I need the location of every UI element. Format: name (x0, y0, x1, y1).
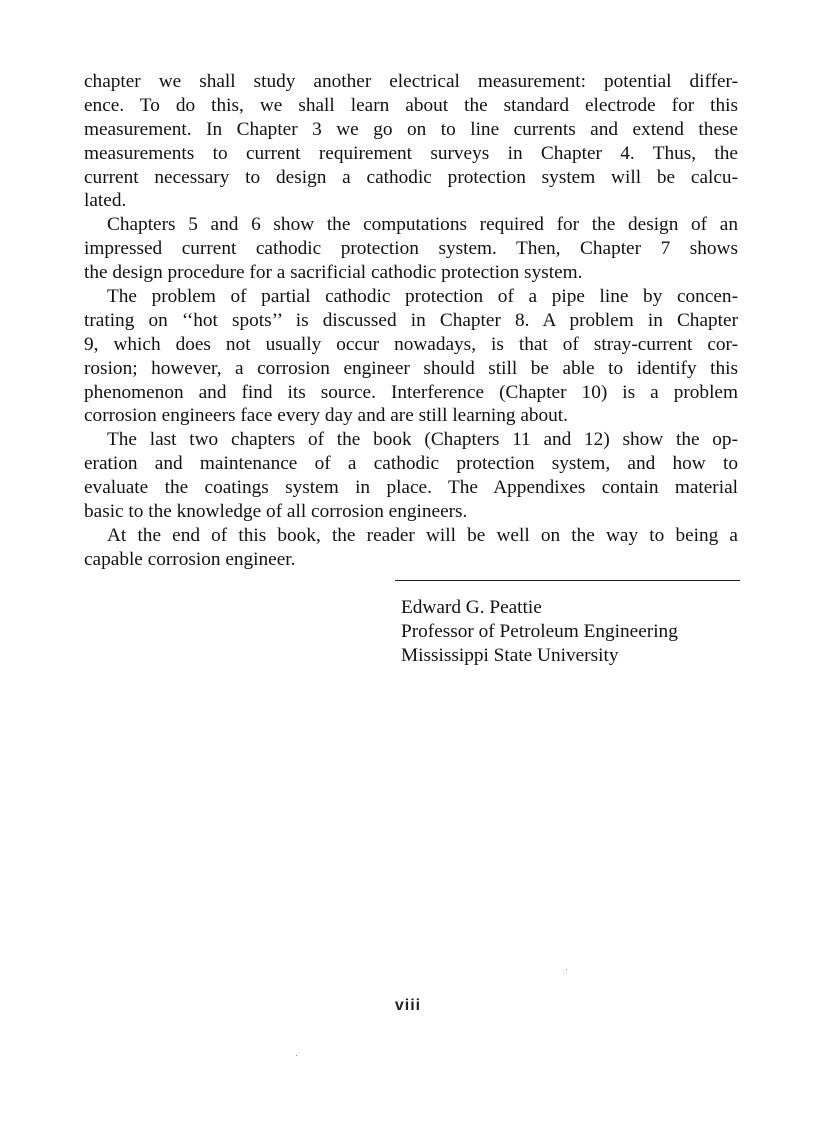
text-line: current necessary to design a cathodic protection system will be calcu- (84, 166, 738, 188)
text-line: impressed current cathodic protection system. Then, Chapter 7 shows (84, 238, 738, 260)
text-line: capable corrosion engineer. (84, 548, 296, 570)
text-line: Chapters 5 and 6 show the computations required for the design of an (107, 214, 738, 236)
text-line: ence. To do this, we shall learn about the standard electrode for this (84, 94, 738, 116)
preface-body (84, 70, 738, 572)
signature-divider (395, 580, 740, 581)
author-title: Professor of Petroleum Engineering (401, 621, 678, 642)
text-line: chapter we shall study another electrical measurement: potential differ- (84, 71, 738, 92)
text-line: corrosion engineers face every day and are still learning about. (84, 405, 568, 427)
signature-block (401, 596, 678, 668)
text-line: measurements to current requirement surveys in Chapter 4. Thus, the (84, 142, 738, 164)
text-line: 9, which does not usually occur nowadays, is that of stray-current cor- (84, 333, 738, 355)
text-line: At the end of this book, the reader will be well on the way to being a (107, 524, 738, 546)
text-line: The problem of partial cathodic protection of a pipe line by concen- (107, 286, 738, 308)
text-line: evaluate the coatings system in place. The Appendixes contain material (84, 477, 738, 499)
page-number: viii (394, 997, 422, 1014)
text-line: basic to the knowledge of all corrosion engineers. (84, 501, 468, 523)
text-line: lated. (84, 190, 127, 212)
author-institution: Mississippi State University (401, 645, 619, 666)
text-line: the design procedure for a sacrificial cathodic protection system. (84, 262, 583, 284)
author-name: Edward G. Peattie (401, 597, 542, 618)
text-line: rosion; however, a corrosion engineer should still be able to identify this (84, 357, 738, 379)
text-line: trating on ‘‘hot spots’’ is discussed in Chapter 8. A problem in Chapter (84, 309, 738, 331)
text-line: The last two chapters of the book (Chapters 11 and 12) show the op- (107, 429, 738, 451)
text-line: phenomenon and find its source. Interference (Chapter 10) is a problem (84, 381, 738, 403)
scan-speck (566, 969, 567, 970)
text-line: measurement. In Chapter 3 we go on to line currents and extend these (84, 118, 738, 140)
text-line: eration and maintenance of a cathodic protection system, and how to (84, 453, 738, 475)
scan-speck (296, 1055, 297, 1056)
